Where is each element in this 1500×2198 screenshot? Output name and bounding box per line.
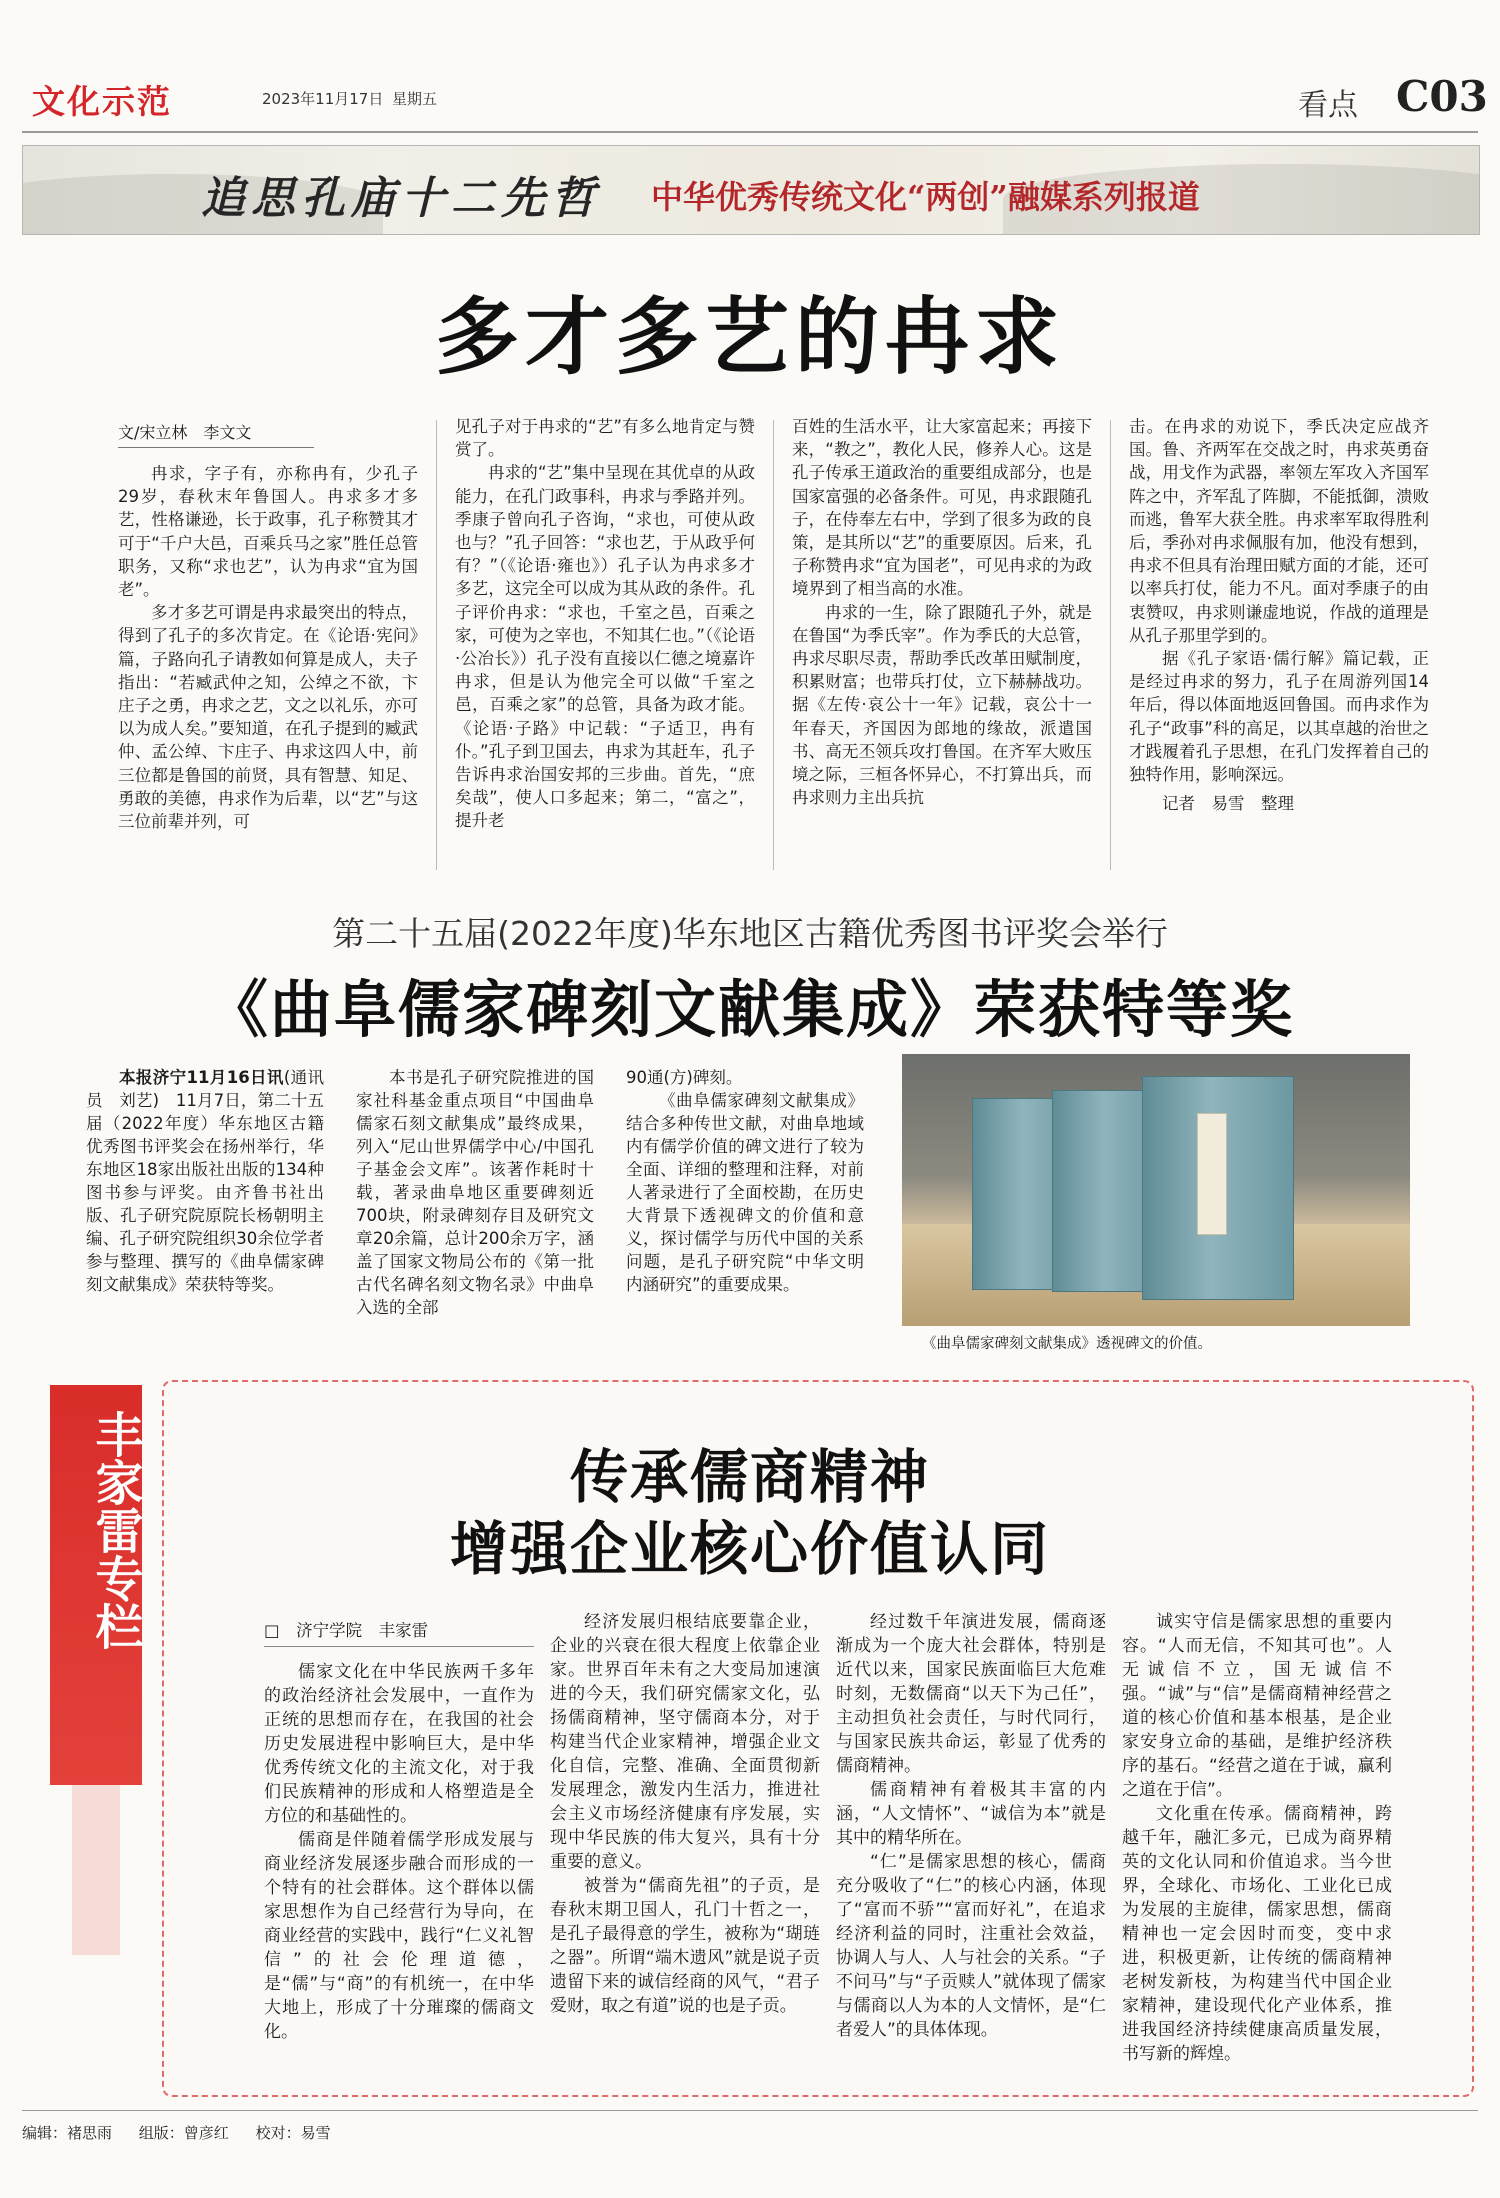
series-banner xyxy=(22,145,1480,235)
paragraph: 本书是孔子研究院推进的国家社科基金重点项目“中国曲阜儒家石刻文献集成”最终成果，列入“尼山世界儒学中心/中国孔子基金会文库”。该著作耗时十载，著录曲阜地区重要碑刻近700块，附录碑刻存目及研究文章20余篇，总计200余万字，涵盖了国家文物局公布的《第一批古代名碑名刻文物名录》中曲阜入选的全部 xyxy=(356,1068,594,1317)
badge-shadow xyxy=(72,1785,120,1955)
article2-column-2 xyxy=(356,1066,594,1356)
column-text-2 xyxy=(550,1610,820,2080)
paragraph: 被誉为“儒商先祖”的子贡，是春秋末期卫国人，孔门十哲之一，是孔子最得意的学生，被称为“瑚琏之器”。所谓“端木遗风”就是说子贡遗留下来的诚信经商的风气，“君子爱财，取之有道”说的也是子贡。 xyxy=(550,1876,820,2016)
article1-column-3 xyxy=(792,415,1092,875)
editor-credit: 编辑：褚思雨 xyxy=(22,2124,113,2142)
footer-rule xyxy=(22,2110,1478,2111)
article1-column-4 xyxy=(1129,415,1429,875)
page-number: C03 xyxy=(1396,72,1488,121)
masthead-rule xyxy=(22,131,1478,133)
column-divider xyxy=(436,420,437,870)
article1-column-1 xyxy=(118,462,418,872)
paragraph: 冉求的一生，除了跟随孔子外，就是在鲁国“为季氏宰”。作为季氏的大总管，冉求尽职尽责，帮助季氏改革田赋制度，积累财富；也带兵打仗，立下赫赫战功。据《左传·哀公十一年》记载，哀公十一年春天，齐国因为郎地的缘故，派遣国书、高无丕领兵攻打鲁国。在齐军大败压境之际，三桓各怀异心，不打算出兵，而冉求则力主出兵抗 xyxy=(792,602,1092,808)
column-headline-line1: 传承儒商精神 xyxy=(569,1443,930,1511)
paragraph: 《曲阜儒家碑刻文献集成》结合多种传世文献，对曲阜地域内有儒学价值的碑文进行了较为全面、详细的整理和注释，对前人著录进行了全面校勘，在历史大背景下透视碑文的价值和意义，探讨儒学与历代中国的关系问题，是孔子研究院“中华文明内涵研究”的重要成果。 xyxy=(626,1091,864,1294)
book-cover-label xyxy=(1197,1113,1227,1235)
column-text-3 xyxy=(836,1610,1106,2080)
paragraph: 儒家文化在中华民族两千多年的政治经济社会发展中，一直作为正统的思想而存在，在我国的社会历史发展进程中影响巨大，是中华优秀传统文化的主流文化，对于我们民族精神的形成和人格塑造是全方位的和基础性的。 xyxy=(264,1662,534,1826)
banner-title: 追思孔庙十二先哲 xyxy=(201,173,601,224)
paragraph: 儒商精神有着极其丰富的内涵，“人文情怀”、“诚信为本”就是其中的精华所在。 xyxy=(836,1780,1106,1848)
book-volume-front xyxy=(1142,1076,1294,1300)
paragraph: 文化重在传承。儒商精神，跨越千年，融汇多元，已成为商界精英的文化认同和价值追求。当今世界，全球化、市场化、工业化已成为发展的主旋律，儒家思想，儒商精神也一定会因时而变，变中求进，积极更新，让传统的儒商精神老树发新枝，为构建当代中国企业家精神，建设现代化产业体系，推进我国经济持续健康高质量发展，书写新的辉煌。 xyxy=(1122,1804,1392,2064)
article2-headline: 《曲阜儒家碑刻文献集成》荣获特等奖 xyxy=(205,973,1294,1046)
banner-subtitle: 中华优秀传统文化“两创”融媒系列报道 xyxy=(651,178,1200,216)
paragraph: 多才多艺可谓是冉求最突出的特点，得到了孔子的多次肯定。在《论语·宪问》篇，子路向孔子请教如何算是成人，夫子指出：“若臧武仲之知，公绰之不欲，卞庄子之勇，冉求之艺，文之以礼乐，亦可以为成人矣。”要知道，在孔子提到的臧武仲、孟公绰、卞庄子、冉求这四人中，前三位都是鲁国的前贤，具有智慧、知足、勇敢的美德，冉求作为后辈，以“艺”与这三位前辈并列，可 xyxy=(118,603,418,832)
paragraph: 据《孔子家语·儒行解》篇记载，正是经过冉求的努力，孔子在周游列国14年后，得以体面地返回鲁国。而冉求作为孔子“政事”科的高足，以其卓越的治世之才践履着孔子思想，在孔门发挥着自己的独特作用，影响深远。 xyxy=(1129,649,1429,785)
paragraph: 90通(方)碑刻。 xyxy=(626,1068,743,1087)
issue-date: 2023年11月17日 xyxy=(262,90,384,108)
article2-column-3 xyxy=(626,1066,864,1356)
column-byline: □ 济宁学院 丰家雷 xyxy=(264,1621,429,1640)
byline-rule xyxy=(118,447,314,448)
paragraph: “仁”是儒家思想的核心，儒商充分吸收了“仁”的核心内涵，体现了“富而不骄”“富而好礼”，在追求经济利益的同时，注重社会效益，协调人与人、人与社会的关系。“子不问马”与“子贡赎人”就体现了儒家与儒商以人为本的人文情怀，是“仁者爱人”的具体体现。 xyxy=(836,1852,1106,2040)
paragraph: 经过数千年演进发展，儒商逐渐成为一个庞大社会群体，特别是近代以来，国家民族面临巨大危难时刻，无数儒商“以天下为己任”，主动担负社会责任，与时代同行，与国家民族共命运，彰显了优秀的儒商精神。 xyxy=(836,1612,1106,1776)
paragraph: 击。在冉求的劝说下，季氏决定应战齐国。鲁、齐两军在交战之时，冉求英勇奋战，用戈作为武器，率领左军攻入齐国军阵之中，齐军乱了阵脚，不能抵御，溃败而逃，鲁军大获全胜。冉求率军取得胜利后，季孙对冉求佩服有加，他没有想到，冉求不但具有治理田赋方面的才能，还可以率兵打仗，能力不凡。面对季康子的由衷赞叹，冉求则谦虚地说，作战的道理是从孔子那里学到的。 xyxy=(1129,417,1429,645)
section-name: 看点 xyxy=(1298,88,1358,123)
paragraph: 经济发展归根结底要靠企业，企业的兴衰在很大程度上依靠企业家。世界百年未有之大变局加速演进的今天，我们研究儒家文化，弘扬儒商精神，坚守儒商本分，对于构建当代企业家精神，增强企业文化自信，完整、准确、全面贯彻新发展理念，激发内生活力，推进社会主义市场经济健康有序发展，实现中华民族的伟大复兴，具有十分重要的意义。 xyxy=(550,1612,820,1872)
column-text-1 xyxy=(264,1660,534,2080)
byline-rule xyxy=(264,1646,534,1647)
dateline: 本报济宁11月16日讯 xyxy=(119,1068,284,1087)
masthead xyxy=(0,0,1500,130)
paragraph: (通讯员 刘艺) 11月7日，第二十五届（2022年度）华东地区古籍优秀图书评奖会在扬州举行，华东地区18家出版社出版的134种图书参与评奖。由齐鲁书社出版、孔子研究院原院长杨朝明主编、孔子研究院组织30余位学者参与整理、撰写的《曲阜儒家碑刻文献集成》荣获特等奖。 xyxy=(86,1068,324,1294)
column-divider xyxy=(773,420,774,870)
photo-caption: 《曲阜儒家碑刻文献集成》透视碑文的价值。 xyxy=(922,1336,1212,1352)
book-photo xyxy=(902,1054,1410,1326)
newspaper-logo: 文化示范 xyxy=(32,82,172,121)
issue-weekday: 星期五 xyxy=(392,90,438,108)
reporter-credit: 记者 易雪 整理 xyxy=(1162,794,1294,814)
article1-column-2 xyxy=(455,415,755,875)
paragraph: 见孔子对于冉求的“艺”有多么地肯定与赞赏了。 xyxy=(455,417,755,460)
paragraph: 诚实守信是儒家思想的重要内容。“人而无信，不知其可也”。人无诚信不立，国无诚信不强。“诚”与“信”是儒商精神经营之道的核心价值和基本根基，是企业家安身立命的基础，是维护经济秩序的基石。“经营之道在于诚，赢利之道在于信”。 xyxy=(1122,1612,1392,1800)
article2-kicker: 第二十五届(2022年度)华东地区古籍优秀图书评奖会举行 xyxy=(332,914,1168,953)
layout-credit: 组版：曾彦红 xyxy=(138,2124,229,2142)
column-badge-label: 丰家雷专栏 xyxy=(87,1410,143,1650)
article2-column-1 xyxy=(86,1066,324,1356)
column-text-4 xyxy=(1122,1610,1392,2080)
paragraph: 儒商是伴随着儒学形成发展与商业经济发展逐步融合而形成的一个特有的社会群体。这个群体以儒家思想作为自己经营行为导向，在商业经营的实践中，践行“仁义礼智信”的社会伦理道德，是“儒”与“商”的有机统一，在中华大地上，形成了十分璀璨的儒商文化。 xyxy=(264,1830,534,2042)
paragraph: 冉求，字子有，亦称冉有，少孔子29岁，春秋末年鲁国人。冉求多才多艺，性格谦逊，长于政事，孔子称赞其才可于“千户大邑，百乘兵马之家”胜任总管职务，又称“求也艺”，认为冉求“宜为国老”。 xyxy=(118,464,418,600)
column-divider xyxy=(1110,420,1111,870)
column-headline-line2: 增强企业核心价值认同 xyxy=(449,1515,1050,1583)
article1-byline: 文/宋立林 李文文 xyxy=(118,423,252,442)
paragraph: 冉求的“艺”集中呈现在其优卓的从政能力，在孔门政事科，冉求与季路并列。季康子曾向孔子咨询，“求也，可使从政也与？”孔子回答：“求也艺，于从政乎何有？”（《论语·雍也》）孔子认为冉求多才多艺，这完全可以成为其从政的条件。孔子评价冉求：“求也，千室之邑，百乘之家，可使为之宰也，不知其仁也。”（《论语·公冶长》）孔子没有直接以仁德之境嘉许冉求，但是认为他完全可以做“千室之邑，百乘之家”的总管，具备为政才能。《论语·子路》中记载：“子适卫，冉有仆。”孔子到卫国去，冉求为其赶车，孔子告诉冉求治国安邦的三步曲。首先，“庶矣哉”，使人口多起来；第二，“富之”，提升老 xyxy=(455,463,755,831)
footer-credits xyxy=(22,2122,353,2143)
paragraph: 百姓的生活水平，让大家富起来；再接下来，“教之”，教化人民，修养人心。这是孔子传承王道政治的重要组成部分，也是国家富强的必备条件。可见，冉求跟随孔子，在侍奉左右中，学到了很多为政的良策，是其所以“艺”的重要原因。后来，孔子称赞冉求“宜为国老”，可见冉求的为政境界到了相当高的水准。 xyxy=(792,417,1092,599)
article1-headline: 多才多艺的冉求 xyxy=(434,287,1065,386)
proof-credit: 校对：易雪 xyxy=(255,2124,331,2142)
